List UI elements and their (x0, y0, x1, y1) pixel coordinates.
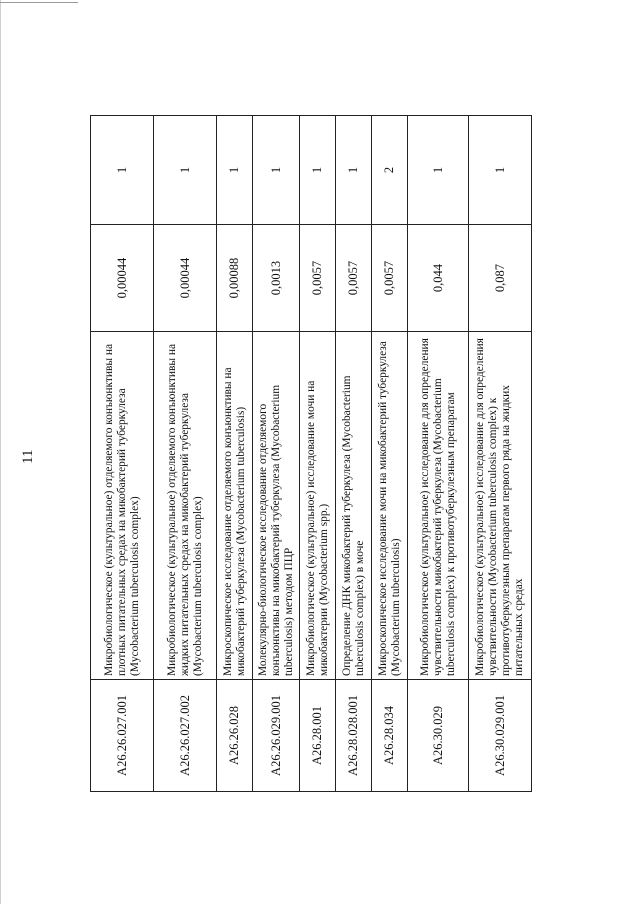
service-frequency: 0,0013 (253, 225, 300, 332)
table-row (408, 116, 469, 792)
service-multiplicity: 1 (408, 116, 469, 225)
service-code: A26.26.028 (217, 680, 253, 792)
service-code: A26.28.028.001 (336, 680, 372, 792)
service-frequency: 0,0057 (336, 225, 372, 332)
service-frequency: 0,0057 (372, 225, 408, 332)
service-multiplicity: 1 (217, 116, 253, 225)
service-multiplicity: 1 (336, 116, 372, 225)
service-multiplicity: 2 (372, 116, 408, 225)
services-table (90, 115, 532, 792)
service-frequency: 0,0057 (300, 225, 336, 332)
service-name: Микробиологическое (культуральное) отделяемого конъюнктивы на плотных питательных средах на микобактерий туберкулеза (Mycobacterium tuberculosis complex) (91, 332, 154, 680)
service-frequency: 0,087 (469, 225, 532, 332)
service-name: Молекулярно-биологическое исследование отделяемого конъюнктивы на микобактерий туберкулеза (Mycobacterium tuberculosis) методом ПЦР (253, 332, 300, 680)
service-multiplicity: 1 (300, 116, 336, 225)
table-row (300, 116, 336, 792)
table-row (154, 116, 217, 792)
service-code: A26.28.001 (300, 680, 336, 792)
service-name: Микроскопическое исследование мочи на микобактерий туберкулеза (Mycobacterium tuberculosis) (372, 332, 408, 680)
table-row (91, 116, 154, 792)
service-frequency: 0,00044 (154, 225, 217, 332)
service-name: Микробиологическое (культуральное) исследование для определения чувствительности (Mycobacterium tuberculosis complex) к противотуберкулезным препаратам первого ряда на жидких питательных средах (469, 332, 532, 680)
service-code: A26.28.034 (372, 680, 408, 792)
service-code: A26.26.029.001 (253, 680, 300, 792)
service-frequency: 0,00088 (217, 225, 253, 332)
service-name: Микробиологическое (культуральное) исследование для определения чувствительности микобактерий туберкулеза (Mycobacterium tuberculosis complex) к противотуберкулезным препаратам (408, 332, 469, 680)
table-row (336, 116, 372, 792)
page-number: 11 (20, 449, 36, 464)
table-row (217, 116, 253, 792)
service-name: Определение ДНК микобактерий туберкулеза (Mycobacterium tuberculosis complex) в моче (336, 332, 372, 680)
service-name: Микроскопическое исследование отделяемого конъюнктивы на микобактерий туберкулеза (Mycobacterium tuberculosis) (217, 332, 253, 680)
service-code: A26.26.027.001 (91, 680, 154, 792)
service-code: A26.26.027.002 (154, 680, 217, 792)
service-multiplicity: 1 (154, 116, 217, 225)
service-name: Микробиологическое (культуральное) отделяемого конъюнктивы на жидких питательных средах на микобактерий туберкулеза (Mycobacterium tuberculosis complex) (154, 332, 217, 680)
service-code: A26.30.029.001 (469, 680, 532, 792)
service-frequency: 0,00044 (91, 225, 154, 332)
table-row (253, 116, 300, 792)
table-row (469, 116, 532, 792)
table-row (372, 116, 408, 792)
service-name: Микробиологическое (культуральное) исследование мочи на микобактерии (Mycobacterium spp.) (300, 332, 336, 680)
service-multiplicity: 1 (91, 116, 154, 225)
service-frequency: 0,044 (408, 225, 469, 332)
service-multiplicity: 1 (253, 116, 300, 225)
service-code: A26.30.029 (408, 680, 469, 792)
service-multiplicity: 1 (469, 116, 532, 225)
